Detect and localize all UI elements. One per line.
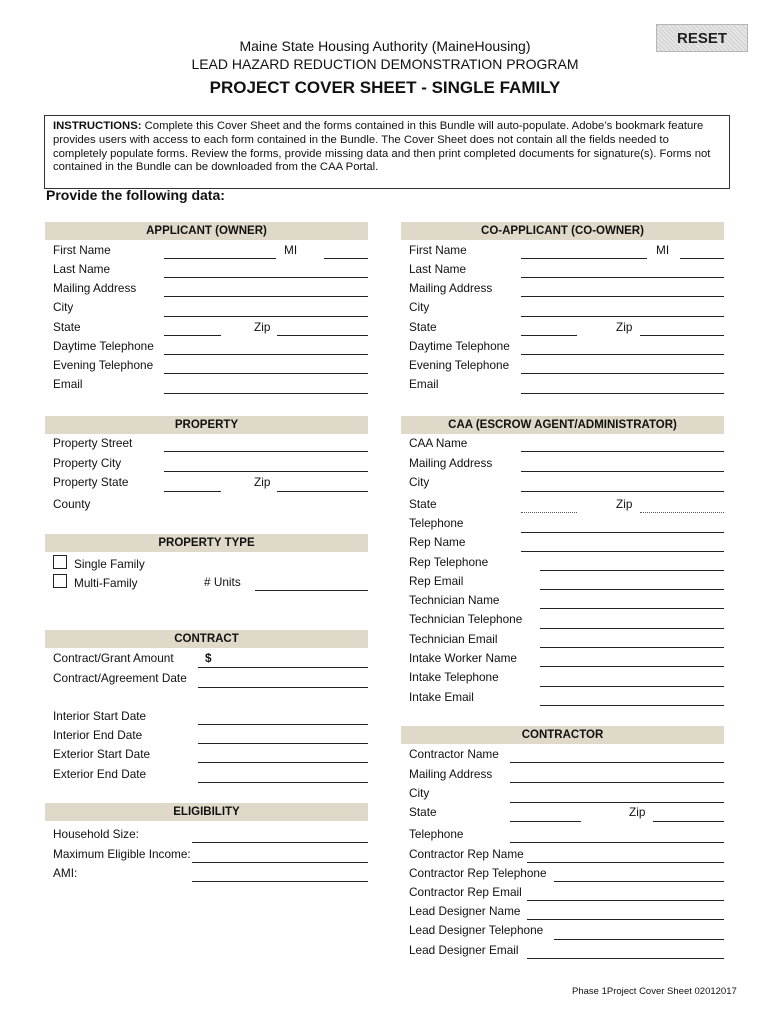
- property-street-input[interactable]: [164, 451, 368, 452]
- applicant-day-phone-input[interactable]: [164, 354, 368, 355]
- applicant-last-name-input[interactable]: [164, 277, 368, 278]
- caa-rep-email-input[interactable]: [540, 589, 724, 590]
- household-size-input[interactable]: [192, 842, 368, 843]
- multi-family-label: Multi-Family: [74, 576, 138, 590]
- caa-state-label: State: [409, 497, 437, 511]
- applicant-zip-input[interactable]: [277, 335, 368, 336]
- single-family-label: Single Family: [74, 557, 145, 571]
- caa-city-input[interactable]: [521, 491, 724, 492]
- applicant-mailing-address-label: Mailing Address: [53, 281, 137, 295]
- caa-tech-email-input[interactable]: [540, 647, 724, 648]
- contractor-name-label: Contractor Name: [409, 747, 499, 761]
- coapplicant-zip-label: Zip: [616, 320, 633, 334]
- max-income-label: Maximum Eligible Income:: [53, 847, 191, 861]
- coapplicant-mi-input[interactable]: [680, 258, 724, 259]
- page-title: PROJECT COVER SHEET - SINGLE FAMILY: [209, 78, 561, 97]
- lead-designer-name-input[interactable]: [527, 919, 724, 920]
- property-street-label: Property Street: [53, 436, 133, 450]
- property-state-input[interactable]: [164, 491, 221, 492]
- coapplicant-email-input[interactable]: [521, 393, 724, 394]
- property-zip-input[interactable]: [277, 491, 368, 492]
- contractor-zip-input[interactable]: [653, 821, 724, 822]
- coapplicant-city-label: City: [409, 300, 430, 314]
- caa-telephone-input[interactable]: [521, 532, 724, 533]
- units-input[interactable]: [255, 590, 368, 591]
- contract-amount-label: Contract/Grant Amount: [53, 651, 174, 665]
- caa-city-label: City: [409, 475, 430, 489]
- max-income-input[interactable]: [192, 862, 368, 863]
- lead-designer-email-label: Lead Designer Email: [409, 943, 519, 957]
- caa-rep-name-input[interactable]: [521, 551, 724, 552]
- property-city-input[interactable]: [164, 471, 368, 472]
- dollar-sign: $: [205, 651, 212, 665]
- caa-mailing-address-input[interactable]: [521, 471, 724, 472]
- interior-start-input[interactable]: [198, 724, 368, 725]
- contractor-section-header: CONTRACTOR: [401, 726, 724, 744]
- instructions-box: [44, 115, 730, 189]
- caa-name-input[interactable]: [521, 451, 724, 452]
- coapplicant-last-name-input[interactable]: [521, 277, 724, 278]
- property-county-label: County: [53, 497, 91, 511]
- caa-intake-name-label: Intake Worker Name: [409, 651, 517, 665]
- contractor-rep-phone-input[interactable]: [554, 881, 724, 882]
- caa-mailing-address-label: Mailing Address: [409, 456, 493, 470]
- applicant-day-phone-label: Daytime Telephone: [53, 339, 154, 353]
- contractor-rep-name-label: Contractor Rep Name: [409, 847, 524, 861]
- caa-rep-email-label: Rep Email: [409, 574, 464, 588]
- contractor-city-label: City: [409, 786, 430, 800]
- interior-end-input[interactable]: [198, 743, 368, 744]
- household-size-label: Household Size:: [53, 827, 139, 841]
- provide-heading: Provide the following data:: [46, 187, 225, 203]
- coapplicant-day-phone-input[interactable]: [521, 354, 724, 355]
- contract-section-header: CONTRACT: [45, 630, 368, 648]
- caa-rep-phone-input[interactable]: [540, 570, 724, 571]
- exterior-start-input[interactable]: [198, 762, 368, 763]
- applicant-email-label: Email: [53, 377, 83, 391]
- caa-section-header: CAA (ESCROW AGENT/ADMINISTRATOR): [401, 416, 724, 434]
- caa-tech-name-label: Technician Name: [409, 593, 500, 607]
- single-family-checkbox[interactable]: [53, 555, 67, 569]
- coapplicant-first-name-input[interactable]: [521, 258, 647, 259]
- applicant-mi-label: MI: [284, 243, 298, 257]
- applicant-eve-phone-label: Evening Telephone: [53, 358, 154, 372]
- instructions-label: INSTRUCTIONS:: [53, 120, 142, 132]
- caa-zip-input[interactable]: [640, 512, 724, 513]
- caa-zip-label: Zip: [616, 497, 633, 511]
- contract-amount-input[interactable]: [198, 667, 368, 668]
- coapplicant-state-label: State: [409, 320, 437, 334]
- property-type-section-header: PROPERTY TYPE: [45, 534, 368, 552]
- contractor-mailing-address-label: Mailing Address: [409, 767, 493, 781]
- caa-intake-phone-label: Intake Telephone: [409, 670, 499, 684]
- agreement-date-input[interactable]: [198, 687, 368, 688]
- coapplicant-email-label: Email: [409, 377, 439, 391]
- contractor-rep-email-label: Contractor Rep Email: [409, 885, 522, 899]
- org-name: Maine State Housing Authority (MaineHousing): [239, 38, 531, 54]
- property-state-label: Property State: [53, 475, 129, 489]
- lead-designer-phone-label: Lead Designer Telephone: [409, 923, 544, 937]
- exterior-end-label: Exterior End Date: [53, 767, 147, 781]
- contractor-state-input[interactable]: [510, 821, 581, 822]
- lead-designer-email-input[interactable]: [527, 958, 724, 959]
- contractor-rep-name-input[interactable]: [527, 862, 724, 863]
- coapplicant-eve-phone-label: Evening Telephone: [409, 358, 510, 372]
- coapplicant-city-input[interactable]: [521, 316, 724, 317]
- caa-tech-email-label: Technician Email: [409, 632, 498, 646]
- caa-tech-phone-label: Technician Telephone: [409, 612, 523, 626]
- coapplicant-eve-phone-input[interactable]: [521, 373, 724, 374]
- coapplicant-mi-label: MI: [656, 243, 670, 257]
- applicant-eve-phone-input[interactable]: [164, 373, 368, 374]
- contractor-city-input[interactable]: [510, 802, 724, 803]
- interior-start-label: Interior Start Date: [53, 709, 147, 723]
- coapplicant-first-name-label: First Name: [409, 243, 467, 257]
- eligibility-section-header: ELIGIBILITY: [45, 803, 368, 821]
- coapplicant-last-name-label: Last Name: [409, 262, 467, 276]
- applicant-first-name-label: First Name: [53, 243, 111, 257]
- applicant-state-input[interactable]: [164, 335, 221, 336]
- property-city-label: Property City: [53, 456, 122, 470]
- caa-intake-email-label: Intake Email: [409, 690, 474, 704]
- caa-state-input[interactable]: [521, 512, 577, 513]
- caa-tech-phone-input[interactable]: [540, 628, 724, 629]
- applicant-state-label: State: [53, 320, 81, 334]
- caa-intake-email-input[interactable]: [540, 705, 724, 706]
- contractor-mailing-address-input[interactable]: [510, 782, 724, 783]
- applicant-city-label: City: [53, 300, 74, 314]
- lead-designer-name-label: Lead Designer Name: [409, 904, 521, 918]
- property-section-header: PROPERTY: [45, 416, 368, 434]
- contractor-zip-label: Zip: [629, 805, 646, 819]
- caa-rep-name-label: Rep Name: [409, 535, 466, 549]
- applicant-first-name-input[interactable]: [164, 258, 276, 259]
- applicant-email-input[interactable]: [164, 393, 368, 394]
- coapplicant-mailing-address-input[interactable]: [521, 296, 724, 297]
- caa-rep-phone-label: Rep Telephone: [409, 555, 489, 569]
- contractor-state-label: State: [409, 805, 437, 819]
- coapplicant-mailing-address-label: Mailing Address: [409, 281, 493, 295]
- property-zip-label: Zip: [254, 475, 271, 489]
- contractor-rep-email-input[interactable]: [527, 900, 724, 901]
- applicant-last-name-label: Last Name: [53, 262, 111, 276]
- reset-button[interactable]: RESET: [656, 24, 748, 52]
- program-name: LEAD HAZARD REDUCTION DEMONSTRATION PROGRAM: [191, 56, 579, 72]
- coapplicant-zip-input[interactable]: [640, 335, 724, 336]
- contractor-telephone-label: Telephone: [409, 827, 464, 841]
- coapplicant-day-phone-label: Daytime Telephone: [409, 339, 510, 353]
- applicant-mi-input[interactable]: [324, 258, 368, 259]
- interior-end-label: Interior End Date: [53, 728, 143, 742]
- ami-input[interactable]: [192, 881, 368, 882]
- footer-form-id: Phase 1Project Cover Sheet 02012017: [572, 986, 737, 997]
- caa-tech-name-input[interactable]: [540, 608, 724, 609]
- caa-telephone-label: Telephone: [409, 516, 464, 530]
- coapplicant-state-input[interactable]: [521, 335, 577, 336]
- applicant-mailing-address-input[interactable]: [164, 296, 368, 297]
- ami-label: AMI:: [53, 866, 78, 880]
- exterior-end-input[interactable]: [198, 782, 368, 783]
- units-label: # Units: [204, 575, 241, 589]
- caa-intake-phone-input[interactable]: [540, 686, 724, 687]
- caa-intake-name-input[interactable]: [540, 666, 724, 667]
- applicant-city-input[interactable]: [164, 316, 368, 317]
- instructions-text: Complete this Cover Sheet and the forms contained in this Bundle will auto-populate. Adobe’s bookmark feature provides users with access to each form contained in the Bundle. The Cover Sheet does not contain all the fields needed to completely populate forms. Review the forms, provide missing data and then print completed documents for signature(s). Forms not contained in the Bundle can be downloaded from the CAA Portal.: [53, 120, 711, 174]
- coapplicant-section-header: CO-APPLICANT (CO-OWNER): [401, 222, 724, 240]
- caa-name-label: CAA Name: [409, 436, 468, 450]
- multi-family-checkbox[interactable]: [53, 574, 67, 588]
- lead-designer-phone-input[interactable]: [554, 939, 724, 940]
- applicant-zip-label: Zip: [254, 320, 271, 334]
- applicant-section-header: APPLICANT (OWNER): [45, 222, 368, 240]
- contractor-rep-phone-label: Contractor Rep Telephone: [409, 866, 547, 880]
- exterior-start-label: Exterior Start Date: [53, 747, 151, 761]
- contractor-name-input[interactable]: [510, 762, 724, 763]
- agreement-date-label: Contract/Agreement Date: [53, 671, 187, 685]
- contractor-telephone-input[interactable]: [510, 842, 724, 843]
